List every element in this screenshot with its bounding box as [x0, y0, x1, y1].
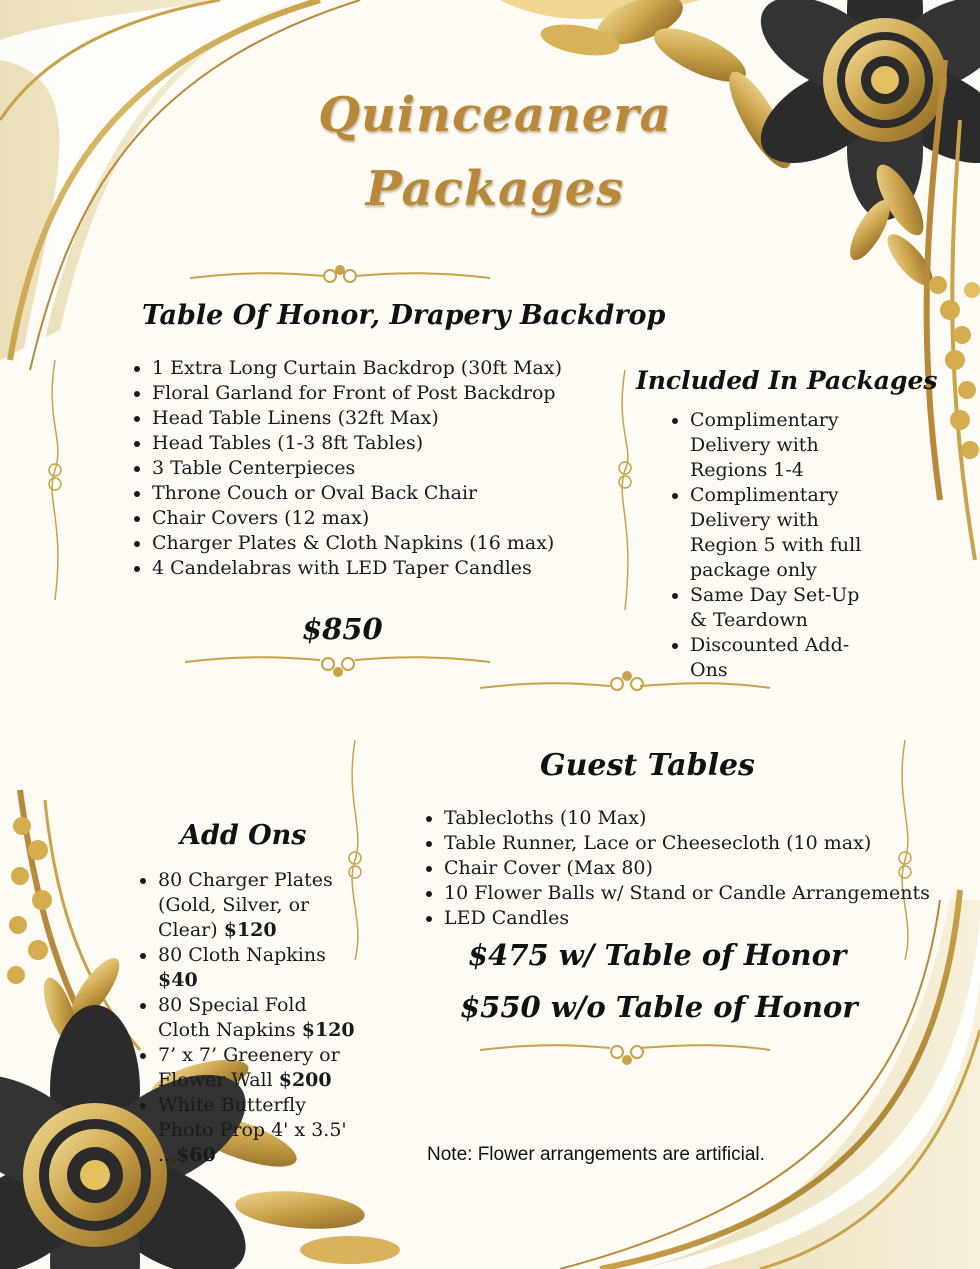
- list-item: • 4 Candelabras with LED Taper Candles: [152, 556, 612, 581]
- add-ons-heading: Add Ons: [180, 820, 307, 851]
- list-item: [158, 1043, 358, 1093]
- list-item: [158, 993, 358, 1043]
- add-ons-list: [136, 868, 358, 1168]
- guest-tables-heading: Guest Tables: [540, 748, 755, 783]
- add-on-price: $120: [223, 919, 277, 941]
- list-item: • Head Tables (1-3 8ft Tables): [152, 431, 612, 456]
- list-item: • LED Candles: [444, 906, 944, 931]
- list-item: • Floral Garland for Front of Post Backdrop: [152, 381, 612, 406]
- list-item: [158, 943, 358, 993]
- add-on-text: White Butterfly Photo Prop 4' x 3.5' ...: [158, 1094, 347, 1166]
- footnote: Note: Flower arrangements are artificial.: [427, 1144, 765, 1165]
- list-item: • Chair Cover (Max 80): [444, 856, 944, 881]
- add-on-price: $120: [301, 1019, 355, 1041]
- list-item: • Table Runner, Lace or Cheesecloth (10 max): [444, 831, 944, 856]
- list-item: [158, 1093, 358, 1168]
- list-item: • Same Day Set-Up & Teardown: [690, 583, 880, 633]
- add-on-text: 80 Special Fold Cloth Napkins: [158, 994, 307, 1041]
- list-item: • Complimentary Delivery with Region 5 with full package only: [690, 483, 880, 583]
- add-on-price: $200: [278, 1069, 332, 1091]
- list-item: • 10 Flower Balls w/ Stand or Candle Arrangements: [444, 881, 944, 906]
- ornament-divider: [480, 1045, 770, 1064]
- price-without-table-of-honor: $550 w/o Table of Honor: [460, 990, 858, 1024]
- add-on-text: 80 Charger Plates (Gold, Silver, or Clear): [158, 869, 333, 941]
- list-item: • Head Table Linens (32ft Max): [152, 406, 612, 431]
- add-on-price: $60: [176, 1144, 216, 1166]
- ornament-divider: [185, 657, 490, 676]
- list-item: • 1 Extra Long Curtain Backdrop (30ft Max): [152, 356, 612, 381]
- ornament-divider: [190, 266, 490, 282]
- page-title-line2: Packages: [365, 161, 625, 218]
- list-item: • Discounted Add-Ons: [690, 633, 880, 683]
- table-of-honor-heading: Table Of Honor, Drapery Backdrop: [142, 300, 666, 331]
- list-item: [158, 868, 358, 943]
- add-on-price: $40: [158, 969, 198, 991]
- included-list: [668, 408, 880, 683]
- add-on-text: 80 Cloth Napkins: [158, 944, 326, 966]
- guest-tables-list: [422, 806, 944, 931]
- table-of-honor-price: $850: [302, 612, 383, 646]
- list-item: • Chair Covers (12 max): [152, 506, 612, 531]
- list-item: • Throne Couch or Oval Back Chair: [152, 481, 612, 506]
- table-of-honor-list: [130, 356, 612, 581]
- page-title: [300, 78, 690, 227]
- page-title-line1: Quinceanera: [318, 87, 672, 143]
- list-item: • Charger Plates & Cloth Napkins (16 max): [152, 531, 612, 556]
- list-item: • 3 Table Centerpieces: [152, 456, 612, 481]
- included-heading: Included In Packages: [636, 366, 938, 395]
- list-item: • Tablecloths (10 Max): [444, 806, 944, 831]
- add-on-text: 7’ x 7’ Greenery or Flower Wall: [158, 1044, 340, 1091]
- price-with-table-of-honor: $475 w/ Table of Honor: [468, 938, 847, 972]
- list-item: • Complimentary Delivery with Regions 1-4: [690, 408, 880, 483]
